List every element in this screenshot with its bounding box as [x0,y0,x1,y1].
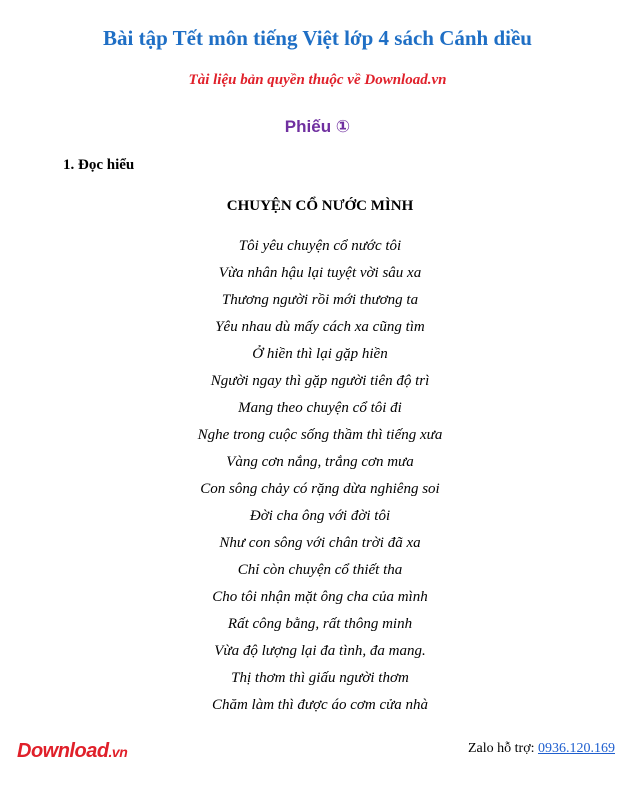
poem-line: Vàng cơn nắng, trắng cơn mưa [226,454,414,470]
sheet-label: Phiếu ① [284,117,351,136]
section-heading: 1. Đọc hiểu [63,157,135,173]
poem-line: Nghe trong cuộc sống thầm thì tiếng xưa [197,427,443,443]
poem-line: Cho tôi nhận mặt ông cha của mình [212,589,428,605]
document-title: Bài tập Tết môn tiếng Việt lớp 4 sách Cánh diều [103,26,532,50]
poem-line: Con sông chảy có rặng dừa nghiêng soi [200,481,440,497]
poem-title: CHUYỆN CỔ NƯỚC MÌNH [226,198,414,214]
poem-line: Mang theo chuyện cổ tôi đi [238,400,402,416]
copyright-notice: Tài liệu bản quyền thuộc về Download.vn [188,72,447,88]
poem-line: Chỉ còn chuyện cổ thiết tha [237,562,403,578]
download-logo[interactable] [17,740,127,763]
poem-line: Vừa nhân hậu lại tuyệt vời sâu xa [218,265,422,281]
poem-line: Tôi yêu chuyện cổ nước tôi [238,238,402,254]
poem-line: Thị thơm thì giấu người thơm [231,670,409,686]
poem-line: Như con sông với chân trời đã xa [219,535,421,551]
logo-suffix-text: .vn [108,744,128,760]
zalo-support [468,741,615,757]
support-phone-link[interactable]: 0936.120.169 [538,741,615,756]
poem-line: Người ngay thì gặp người tiên độ trì [210,373,430,389]
poem-line: Chăm làm thì được áo cơm cửa nhà [211,697,429,713]
logo-main-text: Download [17,740,109,762]
poem-line: Yêu nhau dù mấy cách xa cũng tìm [215,319,425,335]
poem-line: Đời cha ông với đời tôi [249,508,391,524]
poem-line: Rất công bằng, rất thông minh [227,616,413,632]
poem-body [0,235,635,721]
poem-line: Ở hiền thì lại gặp hiền [252,346,388,362]
support-label: Zalo hỗ trợ: [468,741,538,756]
poem-line: Thương người rồi mới thương ta [221,292,419,308]
poem-line: Vừa độ lượng lại đa tình, đa mang. [214,643,426,659]
